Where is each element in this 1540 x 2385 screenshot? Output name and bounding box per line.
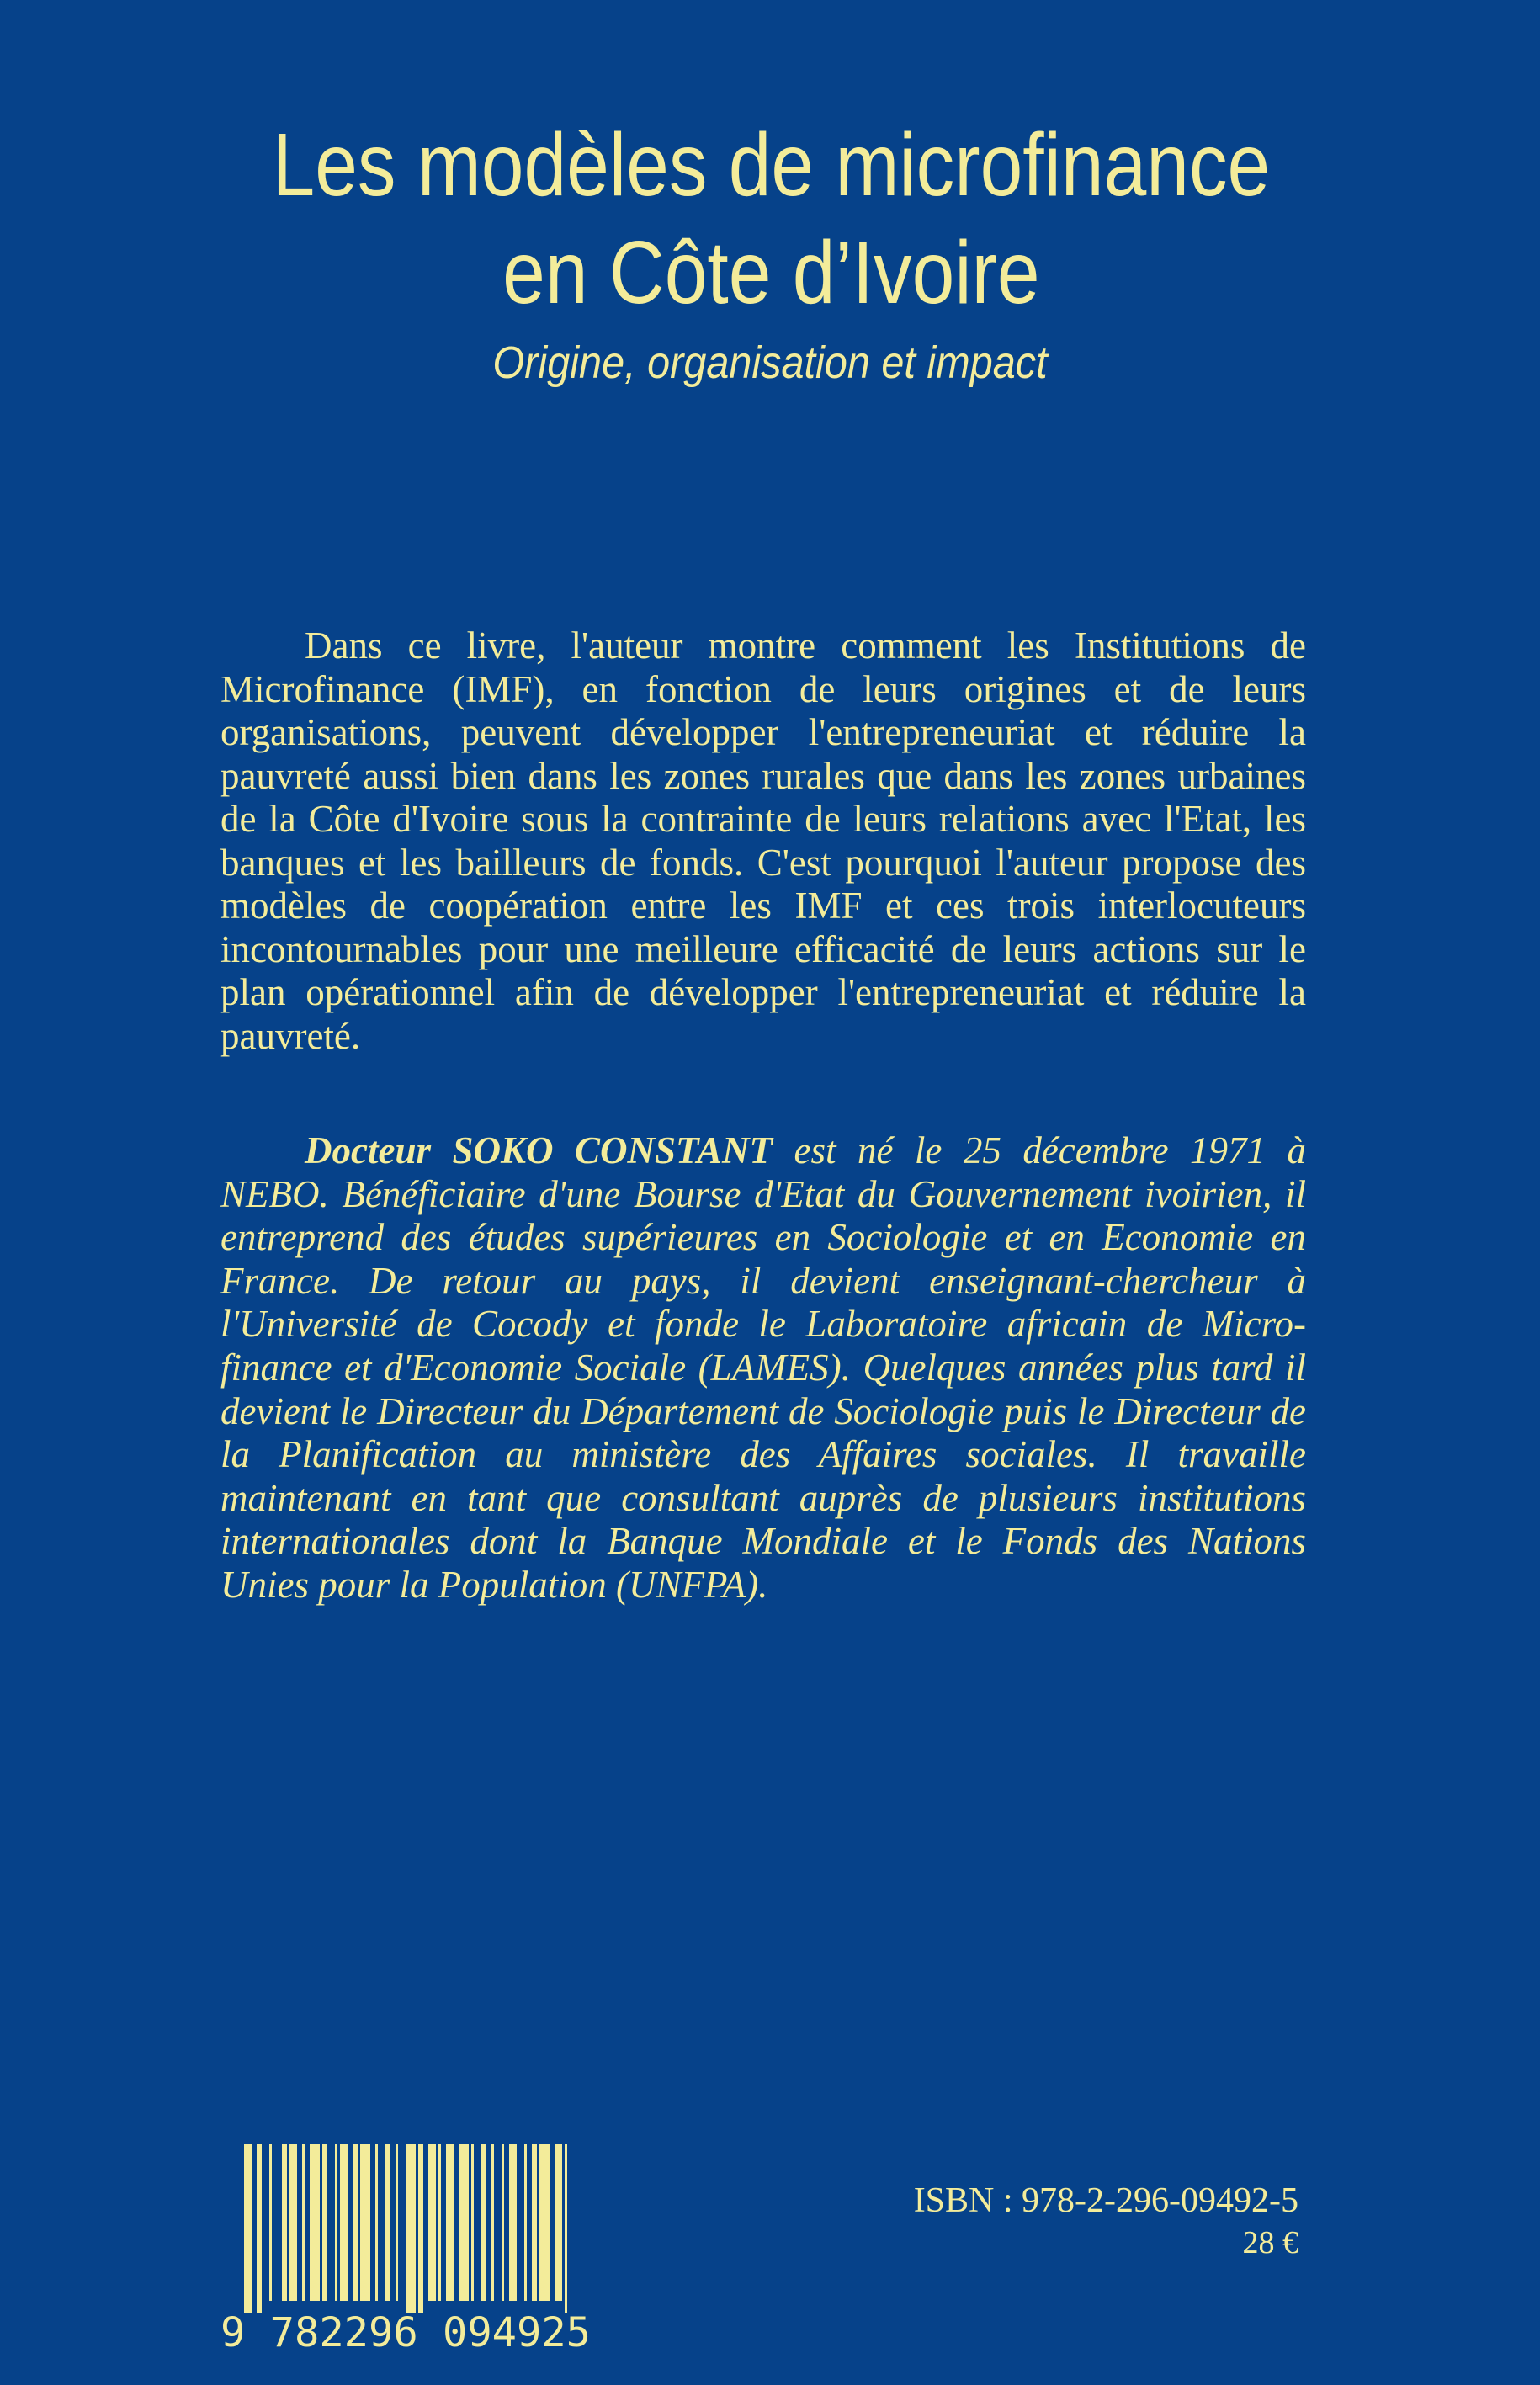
barcode-bar: [269, 2144, 272, 2301]
barcode-bar: [396, 2144, 398, 2301]
barcode-bar: [375, 2144, 378, 2301]
barcode-bar: [471, 2144, 474, 2301]
barcode-bar: [244, 2144, 252, 2313]
book-title-line-1: Les modèles de microfinance: [272, 115, 1271, 215]
book-subtitle: Origine, organisation et impact: [492, 337, 1048, 388]
author-bio: [220, 1129, 1306, 1607]
barcode-bar: [335, 2144, 337, 2301]
barcode-bar: [539, 2144, 550, 2301]
barcode-bar: [532, 2144, 537, 2301]
barcode-bar: [385, 2144, 390, 2301]
barcode-bar: [360, 2144, 370, 2301]
barcode-bar: [555, 2144, 562, 2301]
barcode-bar: [353, 2144, 358, 2301]
barcode-bar: [289, 2144, 297, 2301]
book-title-line-2: en Côte d’Ivoire: [502, 223, 1040, 322]
barcode-bar: [302, 2144, 305, 2301]
barcode-bar: [565, 2144, 567, 2313]
author-name: Docteur SOKO CONSTANT: [305, 1129, 773, 1171]
barcode-bar: [502, 2144, 504, 2301]
isbn-label: ISBN : 978-2-296-09492-5: [913, 2181, 1298, 2220]
barcode-bar: [310, 2144, 320, 2301]
barcode-bar: [491, 2144, 494, 2301]
barcode-bar: [438, 2144, 441, 2301]
barcode-bar: [340, 2144, 348, 2301]
isbn-barcode: [217, 2144, 599, 2351]
barcode-bar: [257, 2144, 262, 2313]
barcode-bar: [524, 2144, 527, 2301]
barcode-bar: [406, 2144, 416, 2313]
barcode-bar: [282, 2144, 287, 2301]
barcode-bar: [446, 2144, 454, 2301]
barcode-bar: [481, 2144, 486, 2301]
barcode-bar: [509, 2144, 517, 2301]
barcode-bar: [418, 2144, 423, 2313]
barcode-bar: [322, 2144, 327, 2301]
barcode-bar: [428, 2144, 436, 2301]
barcode-bar: [459, 2144, 469, 2301]
author-bio-text: est né le 25 décembre 1971 à NEBO. Bénéficiaire d'une Bourse d'Etat du Gouvernement ivoirien, il entreprend des études supérieures en Sociologie et en Economie en France. De retour au pays, il devient enseignant-chercheur à l'Université de Cocody et fonde le Laboratoire africain de Micro-finance et d'Economie Sociale (LAMES). Quelques années plus tard il devient le Directeur du Département de Sociologie puis le Directeur de la Planification au ministère des Affaires sociales. Il travaille maintenant en tant que consultant auprès de plusieurs institutions internationales dont la Banque Mondiale et le Fonds des Nations Unies pour la Population (UNFPA).: [220, 1129, 1306, 1606]
barcode-digits: 9 782296 094925: [220, 2309, 591, 2351]
price-label: 28 €: [1242, 2225, 1298, 2260]
book-description: Dans ce livre, l'auteur montre comment les Institutions de Microfinance (IMF), en fonction de leurs origines et de leurs organisations, peuvent développer l'entrepreneuriat et réduire la pauvreté aussi bien dans les zones rurales que dans les zones urbaines de la Côte d'Ivoire sous la contrainte de leurs relations avec l'Etat, les banques et les bailleurs de fonds. C'est pourquoi l'auteur propose des modèles de coopération entre les IMF et ces trois interlocuteurs incontournables pour une meilleure efficacité de leurs actions sur le plan opérationnel afin de développer l'entrepreneuriat et réduire la pauvreté.: [220, 624, 1306, 1057]
book-title: [109, 111, 1434, 327]
